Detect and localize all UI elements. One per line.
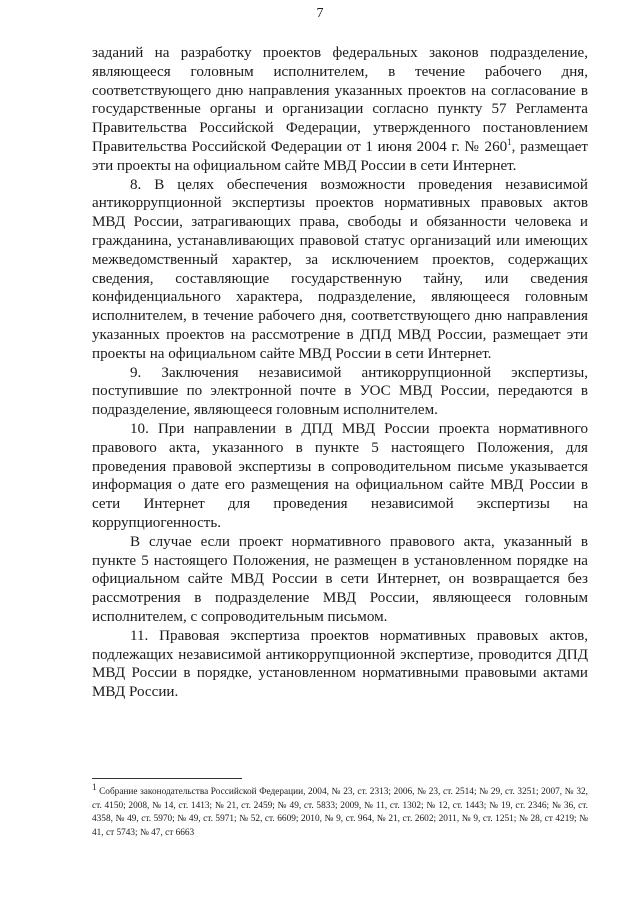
paragraph-item-8: 8. В целях обеспечения возможности проведения независимой антикоррупционной экспертизы проектов нормативных правовых актов МВД России, затрагивающих права, свободы и обязанности человека и гражданина, устанавливающих правовой статус организаций или имеющих межведомственный характер, за исключением проектов, содержащих сведения, составляющие государственную тайну, или сведения конфиденциального характера, подразделение, являющееся головным исполнителем, в течение рабочего дня, соответствующего дню направления указанных проектов на рассмотрение в ДПД МВД России, размещает эти проекты на официальном сайте МВД России в сети Интернет. <box>92 176 588 362</box>
paragraph-text: заданий на разработку проектов федеральных законов подразделение, являющееся головным исполнителем, в течение рабочего дня, соответствующего дню направления указанных проектов на согласование в государственные органы и организации согласно пункту 57 Регламента Правительства Российской Федерации, утвержденного постановлением Правительства Российской Федерации от 1 июня 2004 г. № 260 <box>92 45 588 155</box>
footnote-reference[interactable]: 1 <box>507 136 512 147</box>
footnote <box>92 781 588 840</box>
paragraph-continuation <box>92 44 588 176</box>
paragraph-text-after-ref: , размещает эти проекты на официальном сайте МВД России в сети Интернет. <box>92 138 589 174</box>
document-body <box>92 44 588 702</box>
paragraph-item-11: 11. Правовая экспертиза проектов нормативных правовых актов, подлежащих независимой антикоррупционной экспертизе, проводится ДПД МВД России в порядке, установленном нормативными правовыми актами МВД России. <box>92 627 588 701</box>
page-number: 7 <box>316 6 324 21</box>
footnote-divider <box>92 778 242 779</box>
footnote-marker: 1 <box>92 781 97 792</box>
paragraph-item-10-addendum: В случае если проект нормативного правового акта, указанный в пункте 5 настоящего Положения, не размещен в установленном порядке на официальном сайте МВД России в сети Интернет, он возвращается без рассмотрения в подразделение МВД России, являющееся головным исполнителем, с сопроводительным письмом. <box>92 533 588 625</box>
paragraph-item-9: 9. Заключения независимой антикоррупционной экспертизы, поступившие по электронной почте в УОС МВД России, передаются в подразделение, являющееся головным исполнителем. <box>92 364 588 419</box>
footnote-text: Собрание законодательства Российской Федерации, 2004, № 23, ст. 2313; 2006, № 23, ст. 2514; № 29, ст. 3251; 2007, № 32, ст. 4150; 2008, № 14, ст. 1413; № 21, ст. 2459; № 49, ст. 5833; 2009, № 11, ст. 1302; № 12, ст. 1443; № 19, ст. 2346; № 36, ст. 4358, № 49, ст. 5970; № 49, ст. 5971; № 52, ст. 6609; 2010, № 9, ст. 964, № 21, ст. 2602; 2011, № 9, ст. 1251; № 28, ст 4219; № 41, ст 5743; № 47, ст 6663 <box>92 787 588 838</box>
paragraph-item-10: 10. При направлении в ДПД МВД России проекта нормативного правового акта, указанного в пункте 5 настоящего Положения, для проведения правовой экспертизы в сопроводительном письме указывается информация о дате его размещения на официальном сайте МВД России в сети Интернет для проведения независимой экспертизы на коррупциогенность. <box>92 420 588 531</box>
